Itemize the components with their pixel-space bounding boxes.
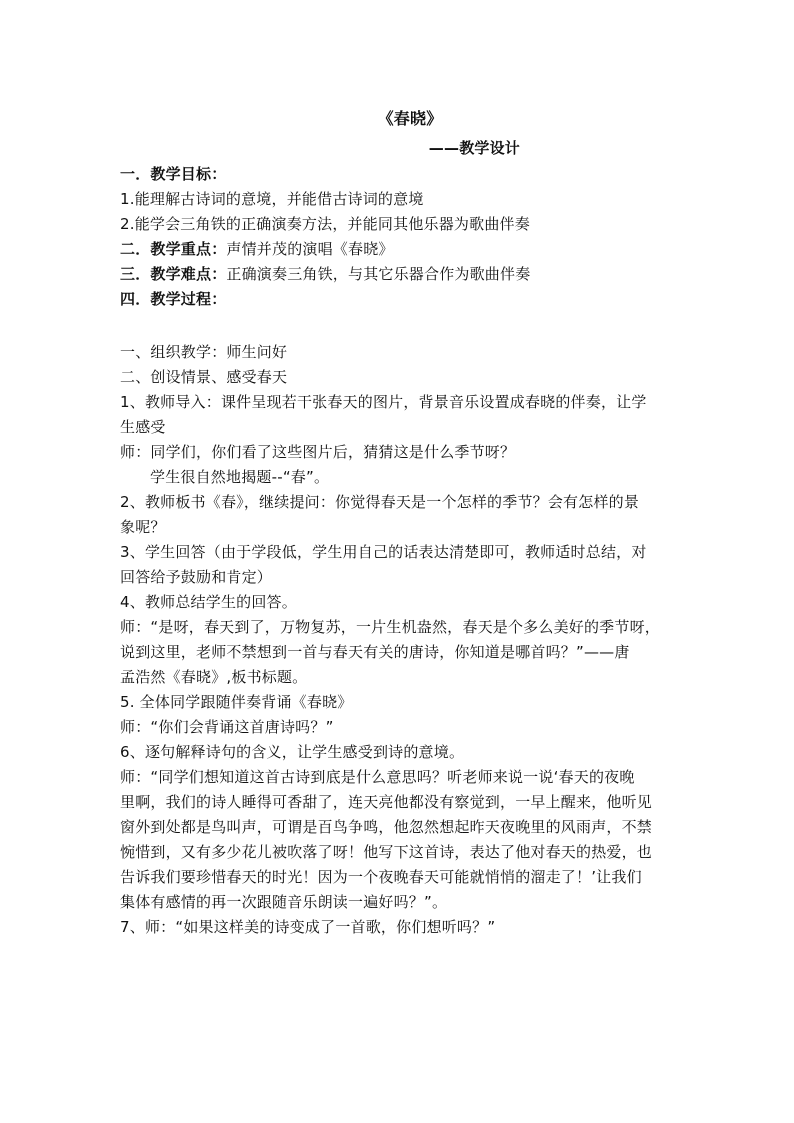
- blank-line: [120, 312, 680, 340]
- document-subtitle: ——教学设计: [428, 139, 520, 157]
- document-body: [120, 104, 680, 940]
- section-key-points: [120, 237, 680, 262]
- goal-item-2: 2.能学会三角铁的正确演奏方法，并能同其他乐器为歌曲伴奏: [120, 215, 530, 233]
- teacher-question-recite: 师：“你们会背诵这首唐诗吗？”: [120, 718, 334, 736]
- document-title: 《春晓》: [377, 109, 443, 128]
- teacher-speech-2-line-2: 里啊，我们的诗人睡得可香甜了，连天亮他都没有察觉到，一早上醒来，他听见: [120, 793, 653, 811]
- paragraph-intro-line-2: 生感受: [120, 418, 166, 436]
- teacher-speech-2-line-1: 师：“同学们想知道这首古诗到底是什么意思吗？听老师来说一说‘春天的夜晚: [120, 768, 635, 786]
- paragraph-answer-line-2: 回答给予鼓励和肯定）: [120, 568, 273, 586]
- paragraph-board-line-2: 象呢？: [120, 518, 166, 536]
- student-answer-spring: 学生很自然地揭题--“春”。: [150, 468, 330, 486]
- section-heading-key-points: 二．教学重点：: [120, 240, 227, 258]
- key-points-text: 声情并茂的演唱《春晓》: [226, 240, 394, 258]
- paragraph-answer-line-1: 3、学生回答（由于学段低，学生用自己的话表达清楚即可，教师适时总结，对: [120, 543, 647, 561]
- paragraph-summary: 4、教师总结学生的回答。: [120, 593, 297, 611]
- difficulties-text: 正确演奏三角铁，与其它乐器合作为歌曲伴奏: [226, 265, 531, 283]
- teacher-speech-1-line-3: 孟浩然《春晓》,板书标题。: [120, 668, 308, 686]
- section-heading-difficulties: 三．教学难点：: [120, 265, 227, 283]
- teacher-speech-1-line-2: 说到这里，老师不禁想到一首与春天有关的唐诗，你知道是哪首吗？”——唐: [120, 643, 630, 661]
- teacher-question-season: 师：同学们，你们看了这些图片后，猜猜这是什么季节呀？: [120, 443, 516, 461]
- paragraph-explain: 6、逐句解释诗句的含义，让学生感受到诗的意境。: [120, 743, 465, 761]
- process-step-1: 一、组织教学：师生问好: [120, 343, 288, 361]
- teacher-question-song: 7、师：“如果这样美的诗变成了一首歌，你们想听吗？”: [120, 918, 496, 936]
- paragraph-board-line-1: 2、教师板书《春》，继续提问：你觉得春天是一个怎样的季节？会有怎样的景: [120, 493, 640, 511]
- section-heading-goals: 一．教学目标：: [120, 165, 227, 183]
- teacher-speech-2-line-3: 窗外到处都是鸟叫声，可谓是百鸟争鸣，他忽然想起昨天夜晚里的风雨声，不禁: [120, 818, 653, 836]
- teacher-speech-1-line-1: 师：“是呀，春天到了，万物复苏，一片生机盎然，春天是个多么美好的季节呀，: [120, 618, 660, 636]
- section-heading-process: 四．教学过程：: [120, 290, 227, 308]
- teacher-speech-2-line-5: 告诉我们要珍惜春天的时光！因为一个夜晚春天可能就悄悄的溜走了！’让我们: [120, 868, 642, 886]
- teacher-speech-2-line-6: 集体有感情的再一次跟随音乐朗读一遍好吗？”。: [120, 893, 448, 911]
- goal-item-1: 1.能理解古诗词的意境，并能借古诗词的意境: [120, 190, 424, 208]
- process-step-2: 二、创设情景、感受春天: [120, 368, 288, 386]
- section-difficulties: [120, 262, 680, 287]
- paragraph-intro-line-1: 1、教师导入：课件呈现若干张春天的图片，背景音乐设置成春晓的伴奏，让学: [120, 393, 647, 411]
- paragraph-recite: 5. 全体同学跟随伴奏背诵《春晓》: [120, 693, 353, 711]
- teacher-speech-2-line-4: 惋惜到，又有多少花儿被吹落了呀！他写下这首诗，表达了他对春天的热爱，也: [120, 843, 653, 861]
